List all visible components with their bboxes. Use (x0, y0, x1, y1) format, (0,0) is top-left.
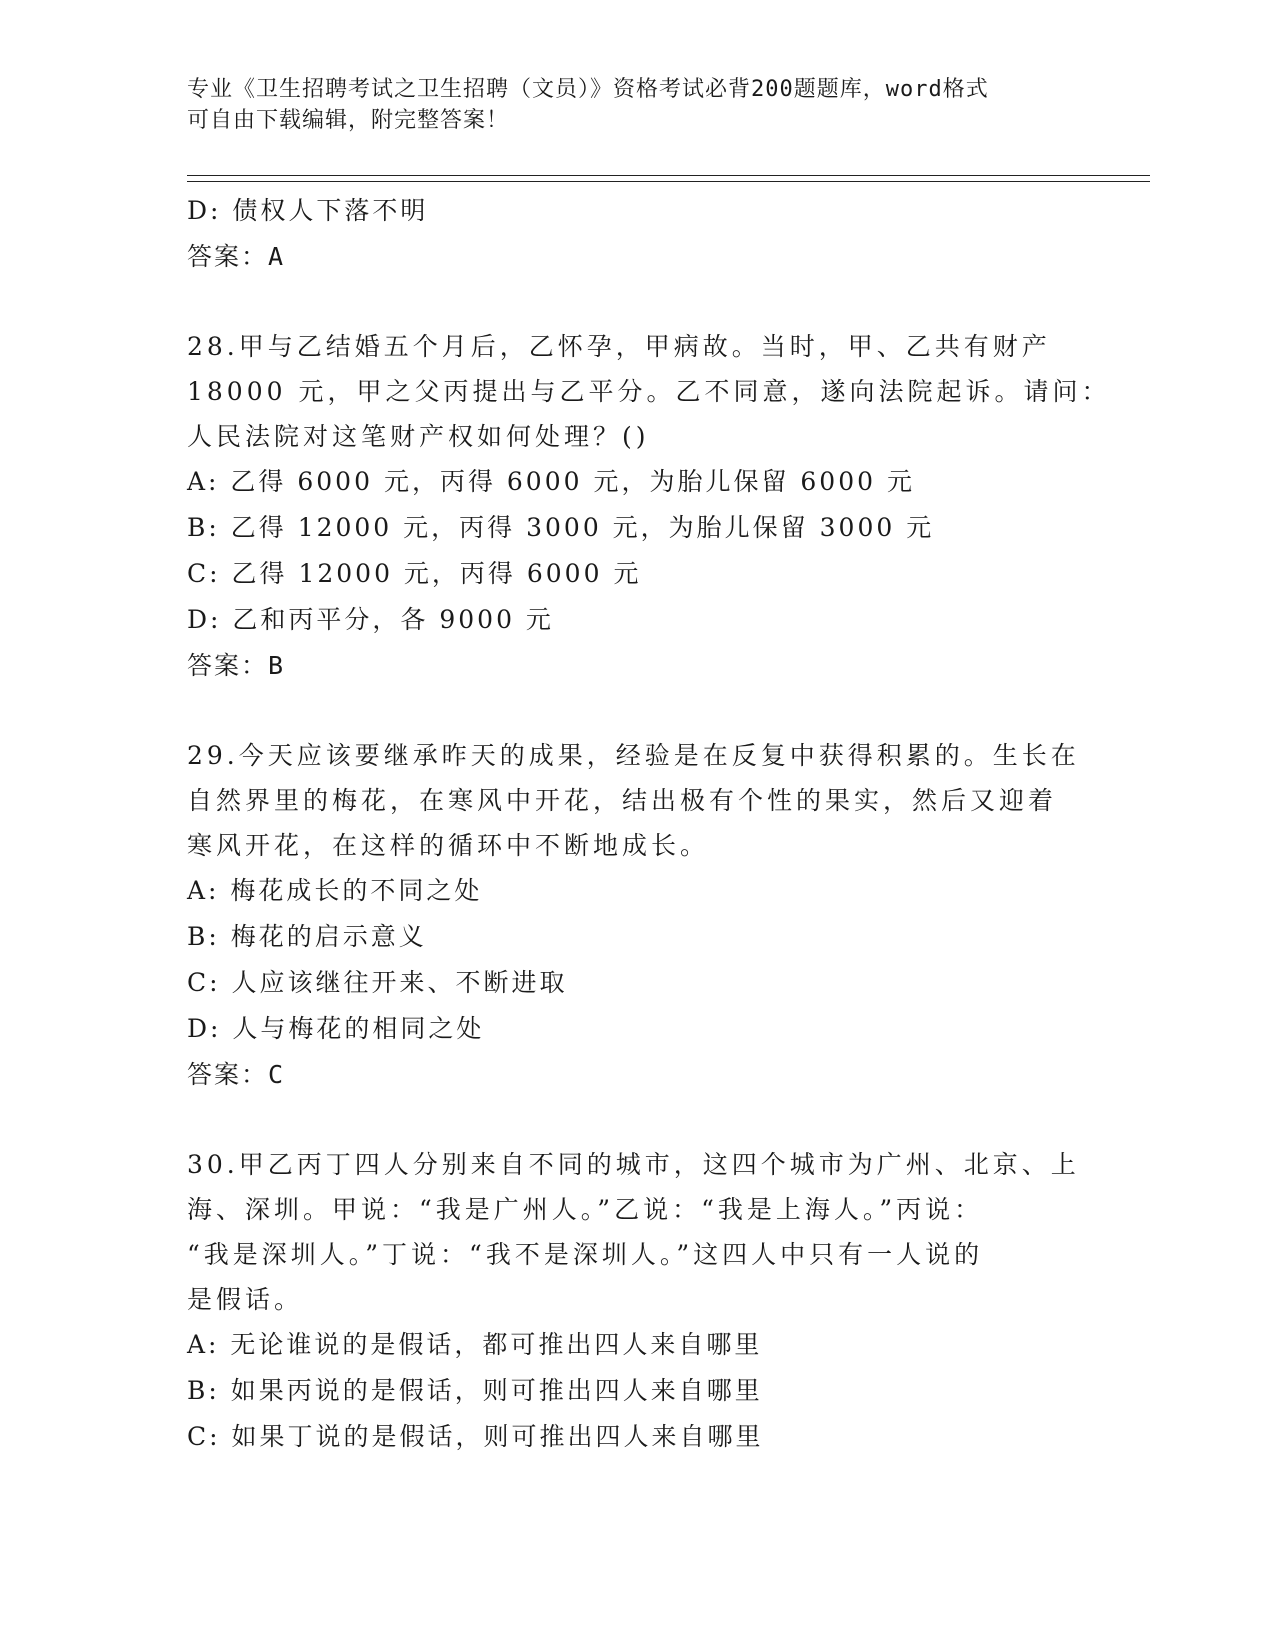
option-a: A: 梅花成长的不同之处 (187, 876, 483, 905)
question-28 (187, 324, 1111, 689)
header-line-2: 可自由下载编辑，附完整答案！ (187, 108, 510, 133)
option-d: D: 人与梅花的相同之处 (187, 1014, 485, 1043)
answer: 答案：B (187, 651, 286, 680)
option-c: C: 人应该继往开来、不断进取 (187, 968, 568, 997)
question-stem-line: 人民法院对这笔财产权如何处理？() (187, 422, 650, 451)
option-a: A: 乙得 6000 元，丙得 6000 元，为胎儿保留 6000 元 (187, 467, 915, 496)
option-c: C: 乙得 12000 元，丙得 6000 元 (187, 559, 642, 588)
header-line-1: 专业《卫生招聘考试之卫生招聘（文员）》资格考试必背200题题库，word格式 (187, 77, 989, 102)
option-b: B: 乙得 12000 元，丙得 3000 元，为胎儿保留 3000 元 (187, 513, 935, 542)
question-30 (187, 1142, 1087, 1460)
header-divider-top (187, 175, 1150, 176)
document-body (187, 188, 1111, 1460)
question-stem-line: 30.甲乙丙丁四人分别来自不同的城市，这四个城市为广州、北京、上 (187, 1150, 1080, 1179)
question-stem-line: 18000 元，甲之父丙提出与乙平分。乙不同意，遂向法院起诉。请问： (187, 377, 1111, 406)
question-spacer (187, 689, 1087, 733)
question-stem-line: 海、深圳。甲说：“我是广州人。”乙说：“我是上海人。”丙说： (187, 1195, 984, 1224)
answer: 答案：C (187, 1060, 286, 1089)
option-a: A: 无论谁说的是假话，都可推出四人来自哪里 (187, 1330, 763, 1359)
page-header (187, 74, 1087, 136)
question-stem-line: “我是深圳人。”丁说：“我不是深圳人。”这四人中只有一人说的 (187, 1240, 984, 1269)
question-spacer (187, 280, 1087, 324)
question-stem-line: 29.今天应该要继承昨天的成果，经验是在反复中获得积累的。生长在 (187, 741, 1080, 770)
option-b: B: 梅花的启示意义 (187, 922, 427, 951)
question-stem-line: 是假话。 (187, 1285, 304, 1314)
prev-option-d: D: 债权人下落不明 (187, 196, 429, 225)
option-b: B: 如果丙说的是假话，则可推出四人来自哪里 (187, 1376, 763, 1405)
option-d: D: 乙和丙平分，各 9000 元 (187, 605, 554, 634)
prev-answer: 答案：A (187, 242, 286, 271)
option-c: C: 如果丁说的是假话，则可推出四人来自哪里 (187, 1422, 764, 1451)
question-stem-line: 自然界里的梅花，在寒风中开花，结出极有个性的果实，然后又迎着 (187, 786, 1058, 815)
question-stem-line: 寒风开花，在这样的循环中不断地成长。 (187, 831, 710, 860)
question-spacer (187, 1098, 1087, 1142)
header-divider-bottom (187, 181, 1150, 182)
question-stem-line: 28.甲与乙结婚五个月后，乙怀孕，甲病故。当时，甲、乙共有财产 (187, 332, 1051, 361)
question-29 (187, 733, 1087, 1098)
